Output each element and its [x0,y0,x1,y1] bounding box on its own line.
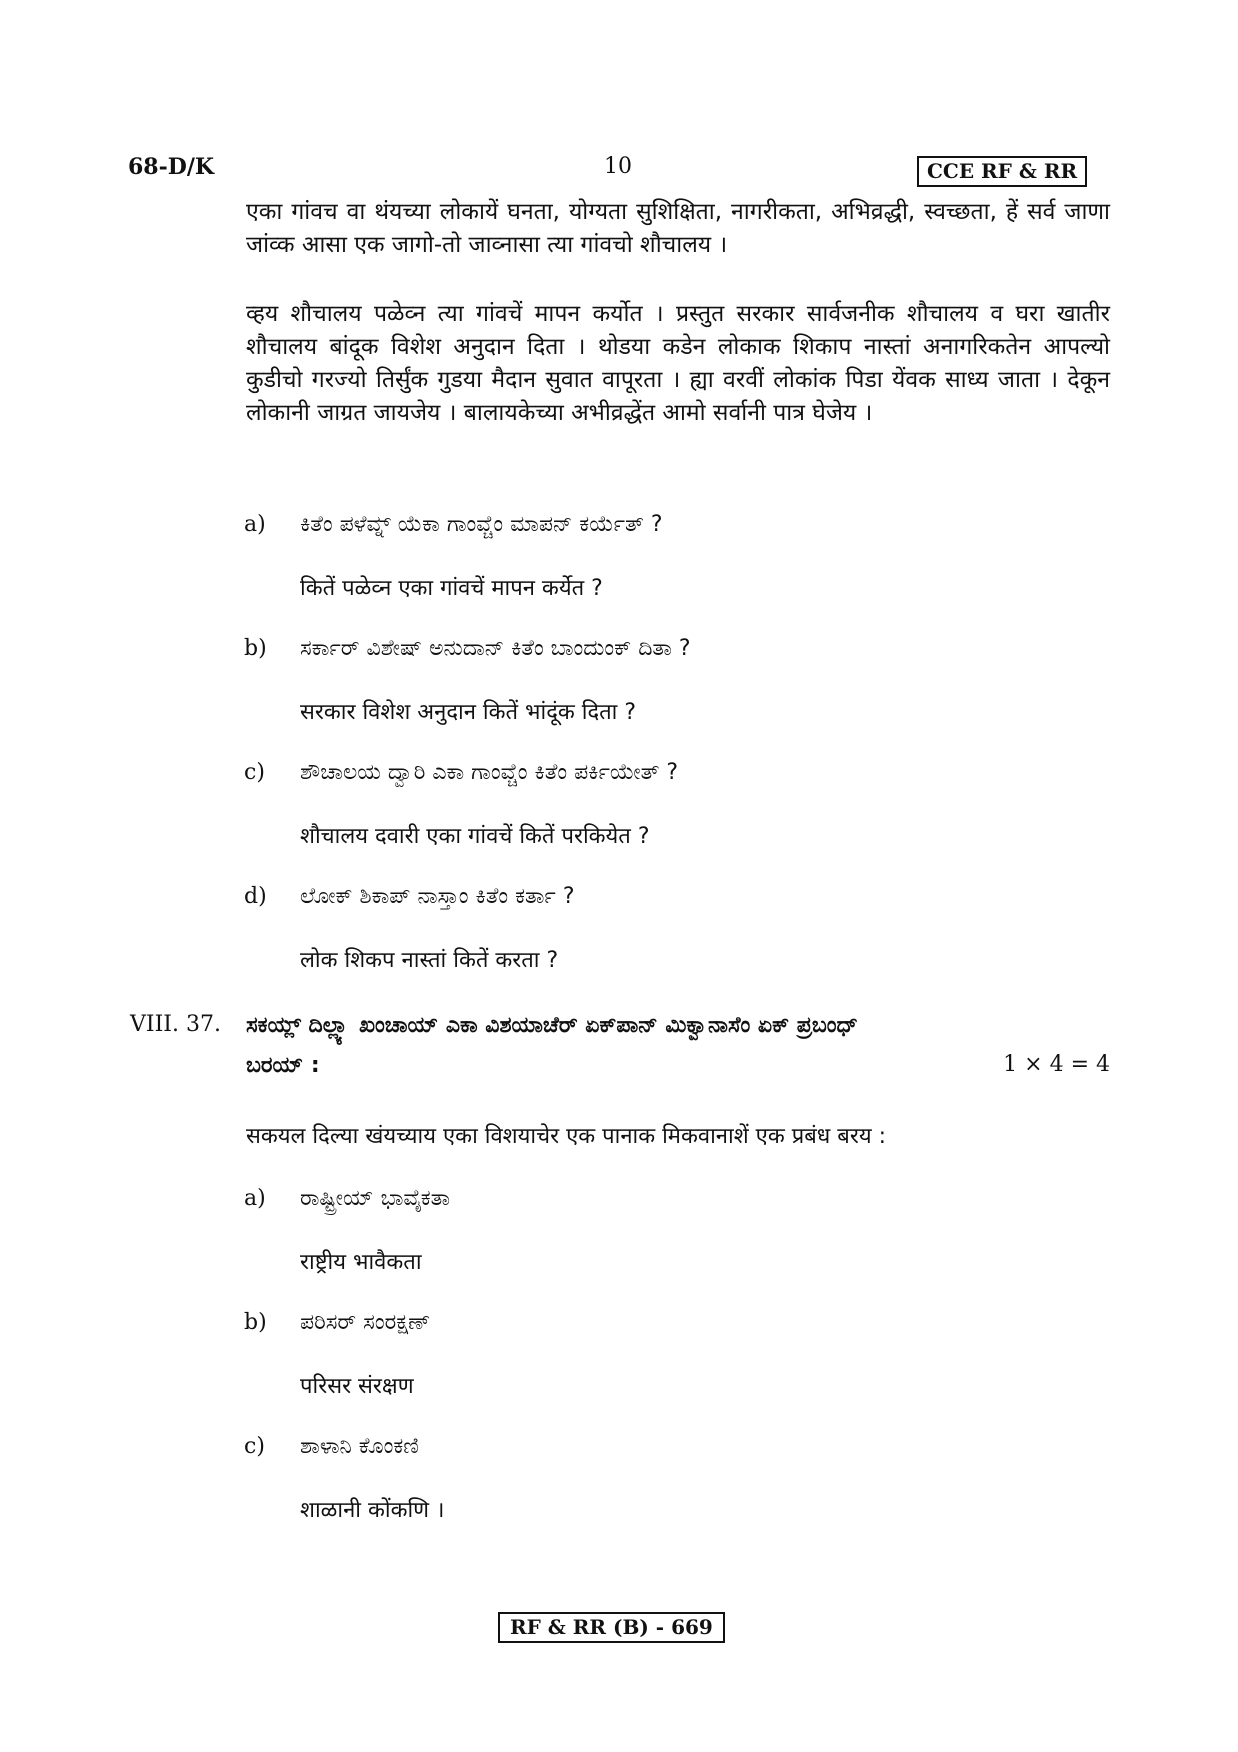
question-label-b: b) [244,636,267,661]
topic-a-kannada: ರಾಷ್ಟ್ರೀಯ್ ಭಾವೈಕತಾ [300,1186,451,1211]
topic-c-devanagari: शाळानी कोंकणि । [300,1498,445,1523]
question-b-devanagari: सरकार विशेश अनुदान कितें भांदूंक दिता ? [300,700,637,725]
topic-label-c: c) [244,1434,265,1459]
question-label-a: a) [244,512,266,537]
passage-paragraph-1: एका गांवच वा थंयच्या लोकायें घनता, योग्यता सुशिक्षिता, नागरीकता, अभिव्रद्धी, स्वच्छता, हें सर्व जाणा जांव्क आसा एक जागो-तो जाव्नासा त्या गांवचो शौचालय । [246,199,1110,258]
marks-allocation: 1 × 4 = 4 [1003,1052,1110,1077]
topic-label-b: b) [244,1310,267,1335]
question-d-kannada: ಲೋಕ್ ಶಿಕಾಪ್ ನಾಸ್ತಾಂ ಕಿತೆಂ ಕರ್ತಾ ? [300,884,575,909]
essay-question-heading: ಸಕಯ್ಲ್ ದಿಲ್ಲ್ಯಾ ಖಂಚಾಯ್ ಎಕಾ ವಿಶಯಾಚೆರ್ ಏಕ್‌ಪಾನ್ ಮಿಕ್ವಾನಾಸೆಂ ಏಕ್ ಪ್ರಬಂಧ್ [246,1013,858,1038]
footer-code-box: RF & RR (B) - 669 [498,1612,725,1643]
topic-b-devanagari: परिसर संरक्षण [300,1374,414,1399]
topic-a-devanagari: राष्ट्रीय भावैकता [300,1250,422,1275]
paper-code: 68-D/K [128,154,214,180]
topic-b-kannada: ಪರಿಸರ್ ಸಂರಕ್ಷಣ್ [300,1310,431,1335]
page-number: 10 [604,154,632,179]
question-label-d: d) [244,884,267,909]
question-a-devanagari: कितें पळेव्न एका गांवचें मापन कर्येत ? [300,576,603,601]
topic-c-kannada: ಶಾಳಾನಿ ಕೊಂಕಣಿ [300,1434,419,1459]
exam-series-box: CCE RF & RR [917,156,1087,187]
question-a-kannada: ಕಿತೆಂ ಪಳೆವ್ನ್ ಯೆಕಾ ಗಾಂವ್ಚೆಂ ಮಾಪನ್ ಕರ್ಯೆತ್ ? [300,512,663,537]
question-number-37: VIII. 37. [130,1012,221,1037]
question-c-kannada: ಶೌಚಾಲಯ ದ್ವಾರಿ ಎಕಾ ಗಾಂವ್ಚೆಂ ಕಿತೆಂ ಪರ್ಕಿಯೇತ್ ? [300,760,679,785]
question-d-devanagari: लोक शिकप नास्तां कितें करता ? [300,948,559,973]
passage-paragraph-2: व्हय शौचालय पळेव्न त्या गांवचें मापन कर्योत । प्रस्तुत सरकार सार्वजनीक शौचालय व घरा खातीर शौचालय बांदूक विशेश अनुदान दिता । थोडया कडेन लोकाक शिकाप नास्तां अनागरिकतेन आपल्यो कुडीचो गरज्यो तिर्सुंक गुडया मैदान सुवात वापूरता । ह्या वरवीं लोकांक पिडा येंवक साध्य जाता । देकून लोकानी जाग्रत जायजेय । बालायकेच्या अभीव्रद्धेंत आमो सर्वानी पात्र घेजेय । [246,301,1110,426]
topic-label-a: a) [244,1186,266,1211]
essay-instruction: सकयल दिल्या खंयच्याय एका विशयाचेर एक पानाक मिकवानाशें एक प्रबंध बरय : [246,1124,887,1149]
question-b-kannada: ಸರ್ಕಾರ್ ವಿಶೇಷ್ ಅನುದಾನ್ ಕಿತೆಂ ಬಾಂದುಂಕ್ ದಿತಾ ? [300,636,691,661]
question-c-devanagari: शौचालय दवारी एका गांवचें कितें परकियेत ? [300,824,650,849]
question-label-c: c) [244,760,265,785]
essay-question-heading-line2: ಬರಯ್ : [246,1053,320,1078]
